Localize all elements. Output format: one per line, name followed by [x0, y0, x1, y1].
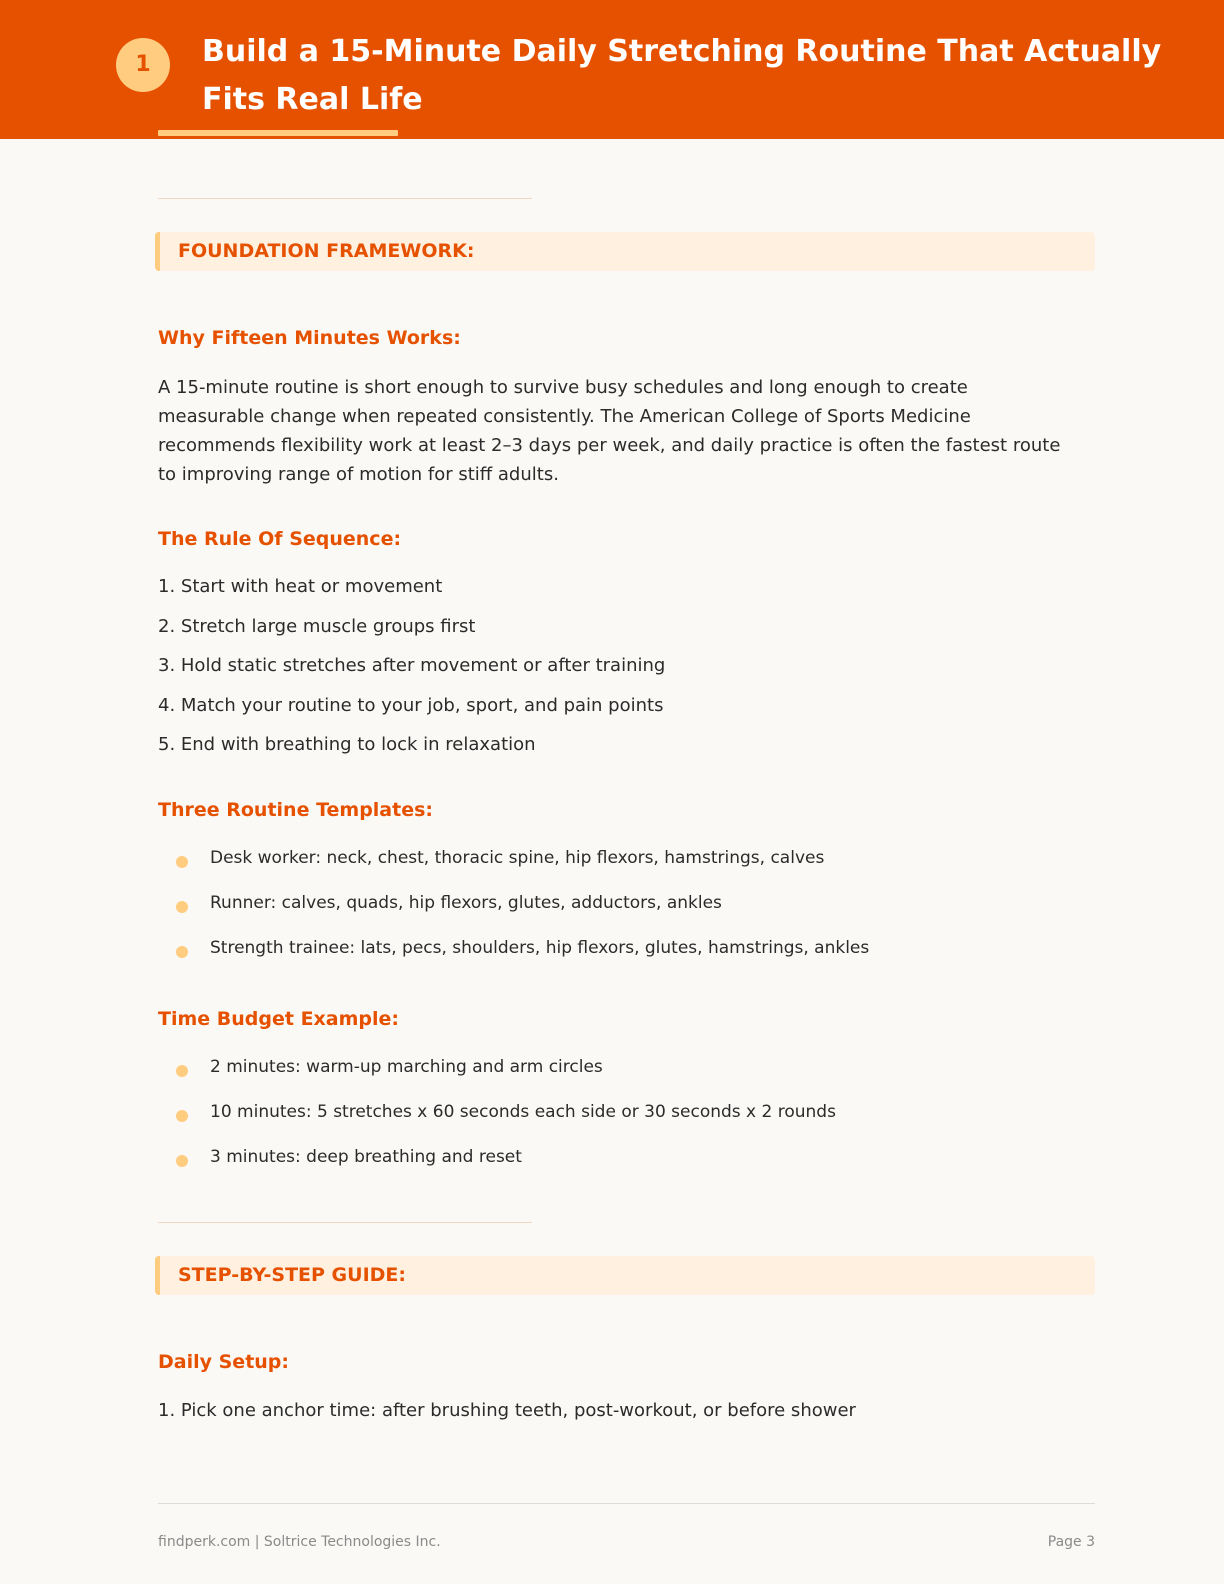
bullet-dot-icon [176, 856, 188, 868]
section-header-foundation [155, 232, 1095, 271]
section-heading: FOUNDATION FRAMEWORK: [178, 240, 475, 262]
bullet-dot-icon [176, 1065, 188, 1077]
page-header [0, 0, 1224, 139]
list-item-text: 2 minutes: warm-up marching and arm circles [210, 1057, 603, 1077]
sequence-item: 3. Hold static stretches after movement or after training [158, 655, 666, 676]
footer-divider [158, 1503, 1095, 1504]
section-header-guide [155, 1256, 1095, 1295]
title-underline [158, 130, 398, 136]
sequence-item: 5. End with breathing to lock in relaxation [158, 734, 536, 755]
setup-item: 1. Pick one anchor time: after brushing teeth, post-workout, or before shower [158, 1400, 856, 1421]
subheading-routine-templates: Three Routine Templates: [158, 799, 434, 821]
page-number: Page 3 [1047, 1534, 1095, 1550]
page-title: Build a 15-Minute Daily Stretching Routine That Actually Fits Real Life [202, 34, 1162, 117]
subheading-rule-of-sequence: The Rule Of Sequence: [158, 528, 402, 550]
section-divider [158, 1222, 532, 1223]
list-item-text: 3 minutes: deep breathing and reset [210, 1147, 522, 1167]
subheading-daily-setup: Daily Setup: [158, 1351, 289, 1373]
subheading-why-fifteen: Why Fifteen Minutes Works: [158, 327, 461, 349]
bullet-dot-icon [176, 946, 188, 958]
list-item-text: Desk worker: neck, chest, thoracic spine, hip flexors, hamstrings, calves [210, 848, 825, 868]
list-item-text: Runner: calves, quads, hip flexors, glutes, adductors, ankles [210, 893, 722, 913]
sequence-item: 1. Start with heat or movement [158, 576, 443, 597]
chapter-number-badge: 1 [116, 38, 170, 92]
section-divider [158, 198, 532, 199]
section-heading: STEP-BY-STEP GUIDE: [178, 1264, 406, 1286]
list-item-text: 10 minutes: 5 stretches x 60 seconds each side or 30 seconds x 2 rounds [210, 1102, 836, 1122]
bullet-dot-icon [176, 1155, 188, 1167]
why-paragraph: A 15-minute routine is short enough to survive busy schedules and long enough to create measurable change when repeated consistently. The American College of Sports Medicine recommends flexibility work at least 2–3 days per week, and daily practice is often the fastest route to improving range of motion for stiff adults. [158, 377, 1061, 485]
bullet-dot-icon [176, 1110, 188, 1122]
sequence-item: 4. Match your routine to your job, sport, and pain points [158, 695, 664, 716]
sequence-item: 2. Stretch large muscle groups first [158, 616, 476, 637]
footer-source: findperk.com | Soltrice Technologies Inc. [158, 1534, 441, 1550]
bullet-dot-icon [176, 901, 188, 913]
subheading-time-budget: Time Budget Example: [158, 1008, 400, 1030]
list-item-text: Strength trainee: lats, pecs, shoulders, hip flexors, glutes, hamstrings, ankles [210, 938, 870, 958]
